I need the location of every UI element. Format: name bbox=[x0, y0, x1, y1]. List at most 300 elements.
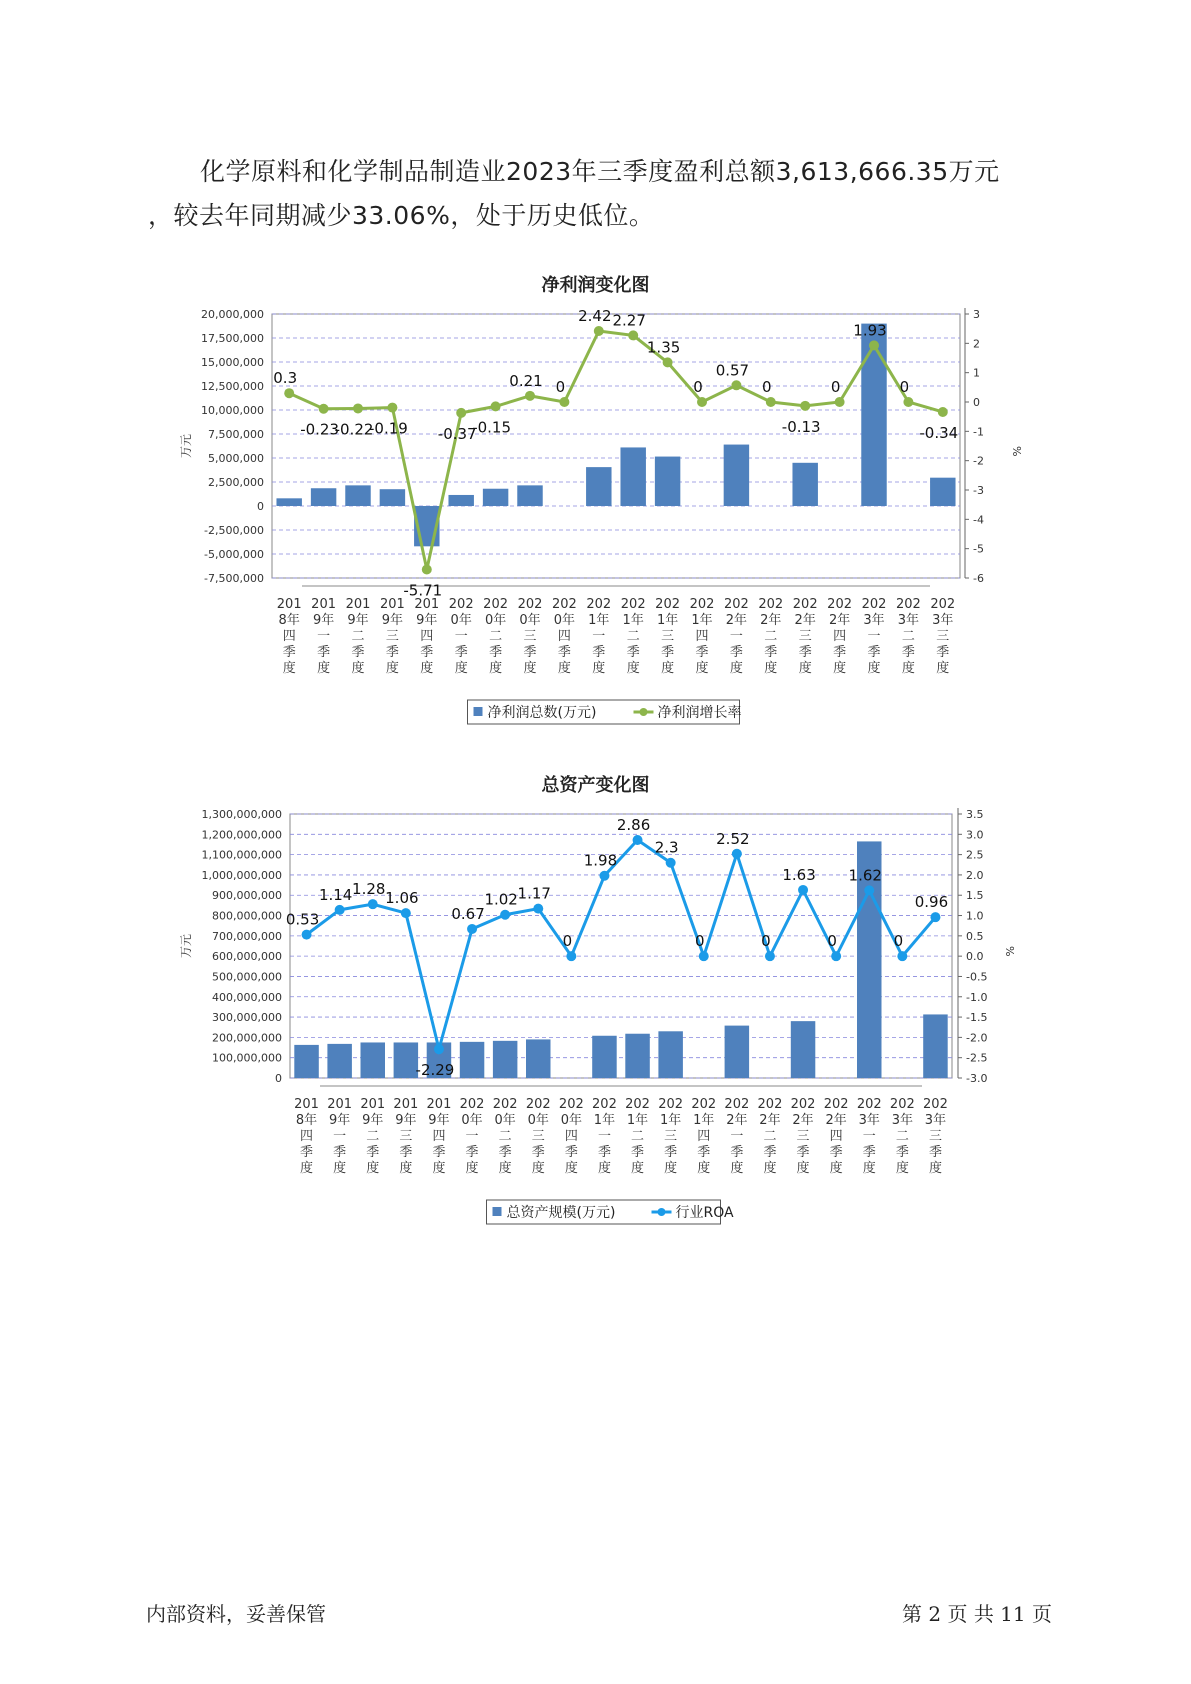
x-tick-label: 度 bbox=[829, 1161, 843, 1176]
x-tick-label: 2年 bbox=[725, 613, 748, 628]
x-tick-label: 季 bbox=[465, 1145, 479, 1160]
x-tick-label: 1年 bbox=[593, 1113, 616, 1128]
x-tick-label: 二 bbox=[631, 1129, 645, 1144]
y-right-tick-label: 2 bbox=[973, 337, 980, 351]
x-tick-label: 2年 bbox=[760, 613, 782, 628]
data-label: 0.96 bbox=[914, 893, 949, 912]
line-point bbox=[594, 326, 604, 336]
data-label: -0.34 bbox=[919, 423, 959, 442]
line-point bbox=[897, 951, 907, 961]
data-label: 0 bbox=[893, 932, 904, 951]
x-tick-label: 度 bbox=[489, 661, 503, 676]
y-left-tick-label: -7,500,000 bbox=[204, 572, 264, 585]
x-tick-label: 季 bbox=[664, 1145, 678, 1160]
x-tick-label: 三 bbox=[661, 629, 675, 644]
y-left-tick-label: 300,000,000 bbox=[212, 1011, 282, 1025]
x-tick-label: 202 bbox=[658, 1097, 684, 1112]
data-label: 1.63 bbox=[782, 865, 816, 884]
bar bbox=[658, 1031, 682, 1078]
bar bbox=[930, 478, 955, 506]
legend-line-label: 净利润增长率 bbox=[657, 705, 742, 721]
y-right-tick-label: -6 bbox=[973, 572, 984, 585]
x-tick-label: 四 bbox=[300, 1129, 314, 1144]
x-tick-label: 度 bbox=[557, 661, 571, 676]
data-label: 1.06 bbox=[385, 889, 419, 908]
y-left-tick-label: 7,500,000 bbox=[208, 428, 264, 441]
y-right-tick-label: -5 bbox=[973, 542, 984, 556]
x-tick-label: 季 bbox=[862, 1145, 876, 1160]
x-tick-label: 202 bbox=[492, 1097, 518, 1112]
x-tick-label: 三 bbox=[798, 629, 812, 644]
x-tick-label: 1年 bbox=[622, 613, 644, 628]
x-tick-label: 202 bbox=[517, 597, 543, 612]
data-label: -0.13 bbox=[781, 417, 821, 436]
line-point bbox=[319, 404, 329, 414]
y-left-tick-label: 10,000,000 bbox=[201, 404, 264, 417]
data-label: 1.28 bbox=[352, 880, 386, 899]
line-point bbox=[599, 871, 609, 881]
x-tick-label: 度 bbox=[385, 661, 399, 676]
y-left-tick-label: 100,000,000 bbox=[212, 1051, 282, 1065]
x-tick-label: 三 bbox=[523, 629, 537, 644]
legend-line-label: 行业ROA bbox=[675, 1205, 734, 1221]
x-tick-label: 季 bbox=[867, 645, 881, 660]
x-tick-label: 8年 bbox=[295, 1113, 318, 1128]
y-right-tick-label: 2.5 bbox=[966, 848, 984, 862]
data-label: 0 bbox=[562, 932, 573, 951]
x-tick-label: 2年 bbox=[759, 1113, 781, 1128]
legend-bar-label: 净利润总数(万元) bbox=[487, 705, 597, 721]
x-tick-label: 3年 bbox=[863, 613, 885, 628]
bar bbox=[586, 467, 611, 506]
line-point bbox=[284, 388, 294, 398]
data-label: 0.53 bbox=[285, 910, 320, 929]
y-right-tick-label: -4 bbox=[973, 513, 984, 527]
x-tick-label: 9年 bbox=[416, 613, 438, 628]
x-tick-label: 季 bbox=[833, 645, 847, 660]
data-label: 0 bbox=[899, 378, 910, 396]
x-tick-label: 季 bbox=[420, 645, 434, 660]
data-label: 2.3 bbox=[654, 838, 679, 857]
y-right-tick-label: 3.5 bbox=[966, 808, 984, 821]
data-label: -0.23 bbox=[300, 420, 340, 439]
y-left-tick-label: 1,200,000,000 bbox=[201, 828, 282, 842]
x-tick-label: 度 bbox=[465, 1161, 479, 1176]
x-tick-label: 度 bbox=[333, 1161, 347, 1176]
x-tick-label: 季 bbox=[523, 645, 537, 660]
x-tick-label: 度 bbox=[317, 661, 331, 676]
line-point bbox=[765, 951, 775, 961]
bar bbox=[448, 495, 473, 506]
x-tick-label: 9年 bbox=[428, 1113, 450, 1128]
x-tick-label: 度 bbox=[729, 661, 743, 676]
x-tick-label: 季 bbox=[901, 645, 915, 660]
line-series bbox=[289, 331, 943, 569]
line-point bbox=[566, 951, 576, 961]
net-profit-chart bbox=[0, 300, 1191, 740]
bar bbox=[380, 489, 405, 506]
data-label: 1.62 bbox=[848, 866, 882, 885]
bar bbox=[791, 1021, 815, 1078]
line-point bbox=[387, 403, 397, 413]
data-label: 0 bbox=[694, 932, 705, 951]
x-tick-label: 季 bbox=[597, 1145, 611, 1160]
data-label: 2.42 bbox=[578, 307, 612, 326]
x-tick-label: 度 bbox=[697, 1161, 711, 1176]
x-tick-label: 度 bbox=[763, 1161, 777, 1176]
x-tick-label: 9年 bbox=[347, 613, 369, 628]
bar bbox=[327, 1044, 351, 1078]
bar bbox=[923, 1014, 947, 1078]
bar bbox=[394, 1042, 418, 1078]
x-tick-label: 四 bbox=[557, 629, 571, 644]
data-label: -5.71 bbox=[403, 581, 443, 600]
x-tick-label: 度 bbox=[531, 1161, 545, 1176]
x-tick-label: 202 bbox=[689, 597, 715, 612]
data-label: 2.86 bbox=[616, 815, 651, 834]
line-point bbox=[835, 397, 845, 407]
x-tick-label: 二 bbox=[764, 629, 778, 644]
data-label: 1.14 bbox=[318, 885, 353, 904]
x-tick-label: 季 bbox=[697, 1145, 711, 1160]
x-tick-label: 202 bbox=[724, 1097, 750, 1112]
legend-bar-swatch bbox=[493, 1207, 502, 1216]
line-point bbox=[798, 885, 808, 895]
x-tick-label: 202 bbox=[558, 1097, 584, 1112]
line-point bbox=[368, 899, 378, 909]
x-tick-label: 季 bbox=[928, 1145, 942, 1160]
x-tick-label: 度 bbox=[695, 661, 709, 676]
y-left-axis-label: 万元 bbox=[179, 433, 193, 459]
line-point bbox=[831, 951, 841, 961]
data-label: 0 bbox=[555, 378, 566, 396]
plot-frame bbox=[272, 314, 960, 578]
x-tick-label: 度 bbox=[498, 1161, 512, 1176]
line-point bbox=[663, 357, 673, 367]
y-left-axis-label: 万元 bbox=[179, 933, 193, 959]
x-tick-label: 度 bbox=[564, 1161, 578, 1176]
bar bbox=[493, 1041, 517, 1078]
x-tick-label: 季 bbox=[333, 1145, 347, 1160]
x-tick-label: 季 bbox=[432, 1145, 446, 1160]
x-tick-label: 202 bbox=[923, 1097, 948, 1112]
y-right-tick-label: -1.5 bbox=[966, 1011, 988, 1025]
x-tick-label: 度 bbox=[454, 661, 468, 676]
x-tick-label: 季 bbox=[798, 645, 812, 660]
x-tick-label: 202 bbox=[895, 597, 921, 612]
y-right-tick-label: 1 bbox=[973, 366, 980, 380]
y-right-tick-label: -1 bbox=[973, 425, 984, 439]
x-tick-label: 三 bbox=[664, 1129, 678, 1144]
x-tick-label: 度 bbox=[661, 661, 675, 676]
y-right-tick-label: -3 bbox=[973, 484, 984, 497]
x-tick-label: 季 bbox=[351, 645, 365, 660]
line-point bbox=[500, 910, 510, 920]
y-right-tick-label: -3.0 bbox=[966, 1072, 988, 1085]
line-point bbox=[732, 849, 742, 859]
y-left-tick-label: 600,000,000 bbox=[212, 950, 282, 964]
x-tick-label: 度 bbox=[936, 661, 950, 676]
x-tick-label: 二 bbox=[351, 629, 365, 644]
x-tick-label: 202 bbox=[620, 597, 646, 612]
data-label: 0.57 bbox=[715, 361, 750, 380]
data-label: 2.27 bbox=[612, 311, 646, 330]
x-tick-label: 201 bbox=[345, 597, 371, 612]
x-tick-label: 度 bbox=[351, 661, 365, 676]
x-tick-label: 季 bbox=[557, 645, 571, 660]
bar bbox=[311, 488, 336, 506]
x-tick-label: 9年 bbox=[395, 1113, 417, 1128]
x-tick-label: 9年 bbox=[312, 613, 335, 628]
x-tick-label: 季 bbox=[895, 1145, 909, 1160]
bar bbox=[526, 1039, 550, 1078]
x-tick-label: 季 bbox=[385, 645, 399, 660]
bar bbox=[620, 447, 645, 506]
x-tick-label: 0年 bbox=[484, 613, 507, 628]
y-right-tick-label: -2.0 bbox=[966, 1031, 988, 1045]
y-right-axis-label: % bbox=[1010, 446, 1023, 457]
x-tick-label: 1年 bbox=[588, 613, 610, 628]
data-label: 0 bbox=[762, 378, 772, 396]
x-tick-label: 201 bbox=[414, 597, 440, 612]
x-tick-label: 二 bbox=[489, 629, 503, 644]
x-tick-label: 二 bbox=[763, 1129, 777, 1144]
line-point bbox=[766, 397, 776, 407]
data-label: 1.93 bbox=[853, 321, 887, 340]
bar bbox=[460, 1042, 484, 1078]
x-tick-label: 202 bbox=[856, 1097, 882, 1112]
x-tick-label: 度 bbox=[399, 1161, 413, 1176]
x-tick-label: 3年 bbox=[891, 1113, 913, 1128]
x-tick-label: 季 bbox=[626, 645, 640, 660]
x-tick-label: 202 bbox=[889, 1097, 915, 1112]
x-tick-label: 季 bbox=[282, 645, 296, 660]
x-tick-label: 3年 bbox=[858, 1113, 880, 1128]
chart-title-total-assets: 总资产变化图 bbox=[541, 775, 650, 796]
x-tick-label: 一 bbox=[454, 629, 468, 644]
x-tick-label: 202 bbox=[459, 1097, 485, 1112]
line-point bbox=[633, 835, 643, 845]
bar bbox=[361, 1042, 385, 1078]
line-point bbox=[903, 397, 913, 407]
x-tick-label: 三 bbox=[796, 1129, 810, 1144]
legend-line-marker bbox=[658, 1208, 666, 1216]
data-label: 1.02 bbox=[484, 890, 518, 909]
plot-frame bbox=[290, 814, 952, 1078]
summary-paragraph bbox=[148, 150, 1048, 238]
x-tick-label: 四 bbox=[697, 1129, 711, 1144]
y-left-tick-label: 2,500,000 bbox=[208, 476, 264, 489]
line-point bbox=[869, 340, 879, 350]
bar bbox=[724, 445, 749, 506]
y-left-tick-label: 17,500,000 bbox=[201, 332, 264, 345]
y-right-tick-label: -2 bbox=[973, 454, 984, 468]
x-tick-label: 季 bbox=[531, 1145, 545, 1160]
x-tick-label: 季 bbox=[489, 645, 503, 660]
x-tick-label: 1年 bbox=[693, 1113, 715, 1128]
x-tick-label: 度 bbox=[664, 1161, 678, 1176]
data-label: 0.3 bbox=[273, 369, 298, 388]
bar bbox=[792, 463, 817, 506]
x-tick-label: 9年 bbox=[381, 613, 404, 628]
line-point bbox=[864, 885, 874, 895]
x-tick-label: 3年 bbox=[897, 613, 920, 628]
x-tick-label: 202 bbox=[586, 597, 612, 612]
line-point bbox=[467, 924, 477, 934]
line-point bbox=[666, 858, 676, 868]
data-label: 0 bbox=[693, 378, 703, 396]
y-left-tick-label: 200,000,000 bbox=[212, 1031, 282, 1045]
line-point bbox=[559, 397, 569, 407]
y-right-tick-label: 0.0 bbox=[966, 950, 984, 964]
x-tick-label: 202 bbox=[827, 597, 853, 612]
x-tick-label: 202 bbox=[592, 1097, 617, 1112]
x-tick-label: 度 bbox=[730, 1161, 744, 1176]
x-tick-label: 201 bbox=[360, 1097, 386, 1112]
data-label: 1.98 bbox=[583, 851, 618, 870]
bar bbox=[592, 1036, 616, 1078]
x-tick-label: 四 bbox=[829, 1129, 843, 1144]
data-label: -0.15 bbox=[472, 418, 512, 437]
x-tick-label: 度 bbox=[862, 1161, 876, 1176]
x-tick-label: 202 bbox=[448, 597, 474, 612]
x-tick-label: 9年 bbox=[329, 1113, 351, 1128]
x-tick-label: 度 bbox=[597, 1161, 611, 1176]
x-tick-label: 三 bbox=[399, 1129, 413, 1144]
data-label: -0.19 bbox=[368, 419, 408, 438]
data-label: 0.67 bbox=[451, 904, 485, 923]
x-tick-label: 季 bbox=[300, 1145, 314, 1160]
y-right-tick-label: 1.0 bbox=[966, 909, 984, 923]
x-tick-label: 一 bbox=[592, 629, 606, 644]
x-tick-label: 季 bbox=[564, 1145, 578, 1160]
x-tick-label: 202 bbox=[723, 597, 749, 612]
line-point bbox=[491, 401, 501, 411]
x-tick-label: 2年 bbox=[726, 1113, 748, 1128]
x-tick-label: 度 bbox=[895, 1161, 909, 1176]
x-tick-label: 季 bbox=[454, 645, 468, 660]
x-tick-label: 季 bbox=[317, 645, 331, 660]
x-tick-label: 202 bbox=[483, 597, 509, 612]
bar bbox=[483, 489, 508, 506]
x-tick-label: 四 bbox=[833, 629, 847, 644]
line-point bbox=[628, 330, 638, 340]
y-left-tick-label: 1,000,000,000 bbox=[201, 868, 282, 882]
x-tick-label: 一 bbox=[333, 1129, 347, 1144]
x-tick-label: 二 bbox=[498, 1129, 512, 1144]
x-tick-label: 201 bbox=[276, 597, 302, 612]
x-tick-label: 三 bbox=[936, 629, 950, 644]
line-point bbox=[422, 564, 432, 574]
x-tick-label: 1年 bbox=[626, 1113, 649, 1128]
x-tick-label: 202 bbox=[930, 597, 956, 612]
legend-bar-swatch bbox=[474, 707, 483, 716]
x-tick-label: 季 bbox=[498, 1145, 512, 1160]
bar bbox=[625, 1034, 649, 1078]
x-tick-label: 201 bbox=[393, 1097, 419, 1112]
x-tick-label: 四 bbox=[564, 1129, 578, 1144]
y-right-tick-label: 0 bbox=[973, 396, 980, 409]
x-tick-label: 季 bbox=[936, 645, 950, 660]
x-tick-label: 二 bbox=[895, 1129, 909, 1144]
x-tick-label: 0年 bbox=[461, 1113, 483, 1128]
x-tick-label: 二 bbox=[901, 629, 915, 644]
x-tick-label: 四 bbox=[420, 629, 434, 644]
x-tick-label: 度 bbox=[928, 1161, 942, 1176]
y-left-tick-label: 800,000,000 bbox=[212, 909, 282, 923]
x-tick-label: 季 bbox=[631, 1145, 645, 1160]
x-tick-label: 0年 bbox=[553, 613, 576, 628]
y-left-tick-label: 400,000,000 bbox=[212, 990, 282, 1004]
line-point bbox=[800, 401, 810, 411]
x-tick-label: 季 bbox=[763, 1145, 777, 1160]
x-tick-label: 一 bbox=[730, 1129, 744, 1144]
x-tick-label: 201 bbox=[426, 1097, 452, 1112]
x-tick-label: 1年 bbox=[660, 1113, 682, 1128]
y-left-tick-label: 1,300,000,000 bbox=[201, 808, 282, 821]
x-tick-label: 201 bbox=[379, 597, 405, 612]
y-right-tick-label: -0.5 bbox=[966, 970, 988, 984]
x-tick-label: 1年 bbox=[656, 613, 679, 628]
x-tick-label: 202 bbox=[758, 597, 784, 612]
y-left-tick-label: 900,000,000 bbox=[212, 889, 282, 903]
data-label: -0.22 bbox=[334, 420, 374, 439]
x-tick-label: 2年 bbox=[794, 613, 816, 628]
y-left-tick-label: 0 bbox=[275, 1072, 282, 1085]
x-tick-label: 三 bbox=[531, 1129, 545, 1144]
line-point bbox=[302, 930, 312, 940]
x-tick-label: 202 bbox=[861, 597, 887, 612]
y-right-tick-label: 2.0 bbox=[966, 868, 984, 882]
x-tick-label: 度 bbox=[631, 1161, 645, 1176]
x-tick-label: 度 bbox=[523, 661, 537, 676]
x-tick-label: 202 bbox=[792, 597, 818, 612]
data-label: 1.17 bbox=[517, 884, 551, 903]
y-right-tick-label: 0.5 bbox=[966, 929, 984, 943]
x-tick-label: 202 bbox=[691, 1097, 717, 1112]
data-label: 0.21 bbox=[509, 371, 543, 390]
x-tick-label: 度 bbox=[867, 661, 881, 676]
y-right-tick-label: -1.0 bbox=[966, 990, 988, 1004]
x-tick-label: 季 bbox=[829, 1145, 843, 1160]
x-tick-label: 0年 bbox=[519, 613, 541, 628]
line-point bbox=[930, 912, 940, 922]
x-tick-label: 201 bbox=[327, 1097, 353, 1112]
x-tick-label: 3年 bbox=[932, 613, 954, 628]
x-tick-label: 季 bbox=[764, 645, 778, 660]
x-tick-label: 度 bbox=[796, 1161, 810, 1176]
x-tick-label: 一 bbox=[317, 629, 331, 644]
x-tick-label: 季 bbox=[592, 645, 606, 660]
summary-line-1: 化学原料和化学制品制造业2023年三季度盈利总额3,613,666.35万元 bbox=[200, 157, 1000, 186]
x-tick-label: 度 bbox=[366, 1161, 380, 1176]
x-tick-label: 9年 bbox=[362, 1113, 384, 1128]
x-tick-label: 度 bbox=[432, 1161, 446, 1176]
x-tick-label: 202 bbox=[655, 597, 681, 612]
line-point bbox=[525, 391, 535, 401]
line-point bbox=[353, 403, 363, 413]
line-point bbox=[456, 408, 466, 418]
x-tick-label: 度 bbox=[626, 661, 640, 676]
x-tick-label: 二 bbox=[626, 629, 640, 644]
x-tick-label: 202 bbox=[625, 1097, 650, 1112]
data-label: 1.35 bbox=[646, 338, 681, 357]
y-left-tick-label: 20,000,000 bbox=[201, 308, 264, 321]
x-tick-label: 202 bbox=[551, 597, 577, 612]
x-tick-label: 201 bbox=[311, 597, 337, 612]
bar bbox=[294, 1045, 318, 1078]
bar bbox=[517, 485, 542, 506]
